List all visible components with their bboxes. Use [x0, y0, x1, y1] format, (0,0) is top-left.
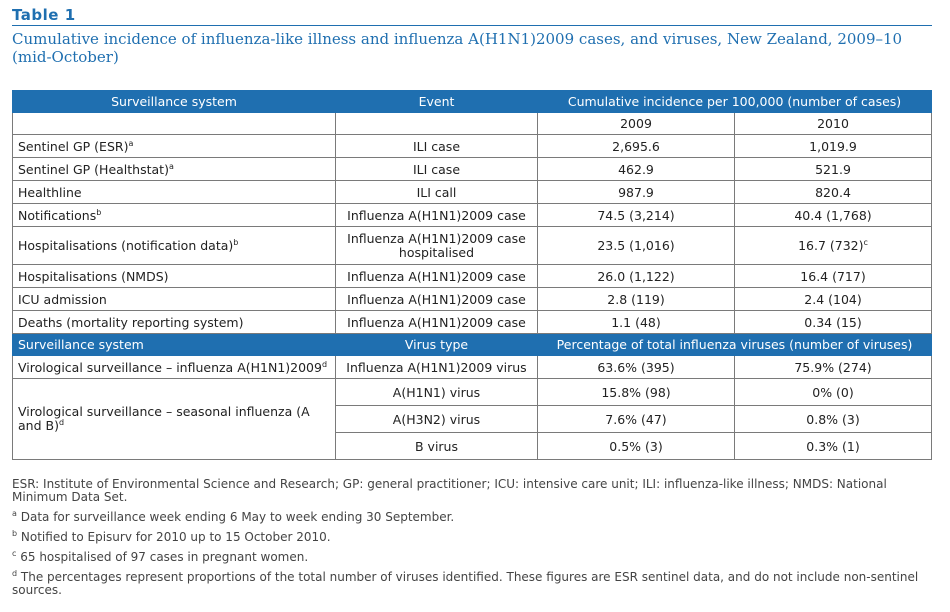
row-event: Influenza A(H1N1)2009 case	[336, 204, 538, 227]
value-2010: 0.8% (3)	[735, 406, 932, 433]
value-2009: 23.5 (1,016)	[538, 227, 735, 265]
col-header-percentage: Percentage of total influenza viruses (number of viruses)	[538, 334, 932, 356]
col-header-2010: 2010	[735, 113, 932, 135]
empty-cell	[336, 113, 538, 135]
value-2010: 1,019.9	[735, 135, 932, 158]
row-system: Sentinel GP (Healthstat)$^a$	[13, 158, 336, 181]
value-2010: 16.7 $(732)^c$	[735, 227, 932, 265]
value-2009: 63.6% (395)	[538, 356, 735, 379]
abbreviations-note: ESR: Institute of Environmental Science and Research; GP: general practitioner; ICU: intensive care unit; ILI: influenza-like illness; NMDS: National Minimum Data Set.	[12, 477, 887, 504]
value-2010: 0.34 (15)	[735, 311, 932, 334]
table-row	[13, 265, 932, 288]
value-2009: 1.1 (48)	[538, 311, 735, 334]
value-2010: 16.4 (717)	[735, 265, 932, 288]
row-event: Influenza A(H1N1)2009 case hospitalised	[336, 227, 538, 265]
footnote-c: $^c$ 65 hospitalised of 97 cases in pregnant women.	[12, 549, 309, 564]
row-system: Notifications$^b$	[13, 204, 336, 227]
col-header-cumulative: Cumulative incidence per 100,000 (number of cases)	[538, 91, 932, 113]
value-2009: 0.5% (3)	[538, 433, 735, 460]
table-row	[13, 379, 932, 406]
value-2010: 75.9% (274)	[735, 356, 932, 379]
value-2009: 26.0 (1,122)	[538, 265, 735, 288]
table-row	[13, 135, 932, 158]
value-2009: 2,695.6	[538, 135, 735, 158]
row-virus: A(H1N1) virus	[336, 379, 538, 406]
value-2010: 521.9	[735, 158, 932, 181]
table-label: Table 1	[12, 6, 76, 24]
row-event: ILI case	[336, 158, 538, 181]
row-virus: Influenza A(H1N1)2009 virus	[336, 356, 538, 379]
row-system: Virological surveillance – influenza A(H1N1)2009$^d$	[13, 356, 336, 379]
row-event: ILI case	[336, 135, 538, 158]
table-row	[13, 356, 932, 379]
col-header-2009: 2009	[538, 113, 735, 135]
table-notes	[12, 478, 938, 604]
value-2009: 462.9	[538, 158, 735, 181]
col-header-event: Event	[336, 91, 538, 113]
row-system-seasonal: Virological surveillance – seasonal influenza (A and B)$^d$	[13, 379, 336, 460]
row-virus: A(H3N2) virus	[336, 406, 538, 433]
value-2010: 820.4	[735, 181, 932, 204]
virus-header-row	[13, 334, 932, 356]
table-row	[13, 181, 932, 204]
row-system: Deaths (mortality reporting system)	[13, 311, 336, 334]
value-2010: 2.4 (104)	[735, 288, 932, 311]
row-system: ICU admission	[13, 288, 336, 311]
value-2010: 40.4 (1,768)	[735, 204, 932, 227]
year-header-row	[13, 113, 932, 135]
title-rule	[12, 25, 932, 26]
footnote-a: $^a$ Data for surveillance week ending 6 May to week ending 30 September.	[12, 509, 455, 524]
row-system: Sentinel GP (ESR)$^a$	[13, 135, 336, 158]
row-system: Hospitalisations (notification data)$^b$	[13, 227, 336, 265]
table-row	[13, 158, 932, 181]
incidence-table	[12, 90, 932, 460]
empty-cell	[13, 113, 336, 135]
col-header-virus-type: Virus type	[336, 334, 538, 356]
value-2009: 74.5 (3,214)	[538, 204, 735, 227]
value-2010: 0.3% (1)	[735, 433, 932, 460]
row-event: Influenza A(H1N1)2009 case	[336, 265, 538, 288]
table-row	[13, 311, 932, 334]
footnote-d: $^d$ The percentages represent proportions of the total number of viruses identified. These figures are ESR sentinel data, and do not include non-sentinel sources.	[12, 569, 919, 597]
col-header-system: Surveillance system	[13, 91, 336, 113]
table-caption: Cumulative incidence of influenza-like illness and influenza A(H1N1)2009 cases, and viruses, New Zealand, 2009–10 (mid-October)	[12, 30, 903, 66]
table-row	[13, 288, 932, 311]
value-2009: 987.9	[538, 181, 735, 204]
table-row	[13, 227, 932, 265]
row-virus: B virus	[336, 433, 538, 460]
header-row	[13, 91, 932, 113]
row-event: Influenza A(H1N1)2009 case	[336, 311, 538, 334]
row-system: Healthline	[13, 181, 336, 204]
row-system: Hospitalisations (NMDS)	[13, 265, 336, 288]
value-2009: 2.8 (119)	[538, 288, 735, 311]
row-event: Influenza A(H1N1)2009 case	[336, 288, 538, 311]
value-2009: 15.8% (98)	[538, 379, 735, 406]
row-event: ILI call	[336, 181, 538, 204]
table-row	[13, 204, 932, 227]
value-2009: 7.6% (47)	[538, 406, 735, 433]
value-2010: 0% (0)	[735, 379, 932, 406]
col-header-system-2: Surveillance system	[13, 334, 336, 356]
footnote-b: $^b$ Notified to Episurv for 2010 up to 15 October 2010.	[12, 529, 331, 544]
